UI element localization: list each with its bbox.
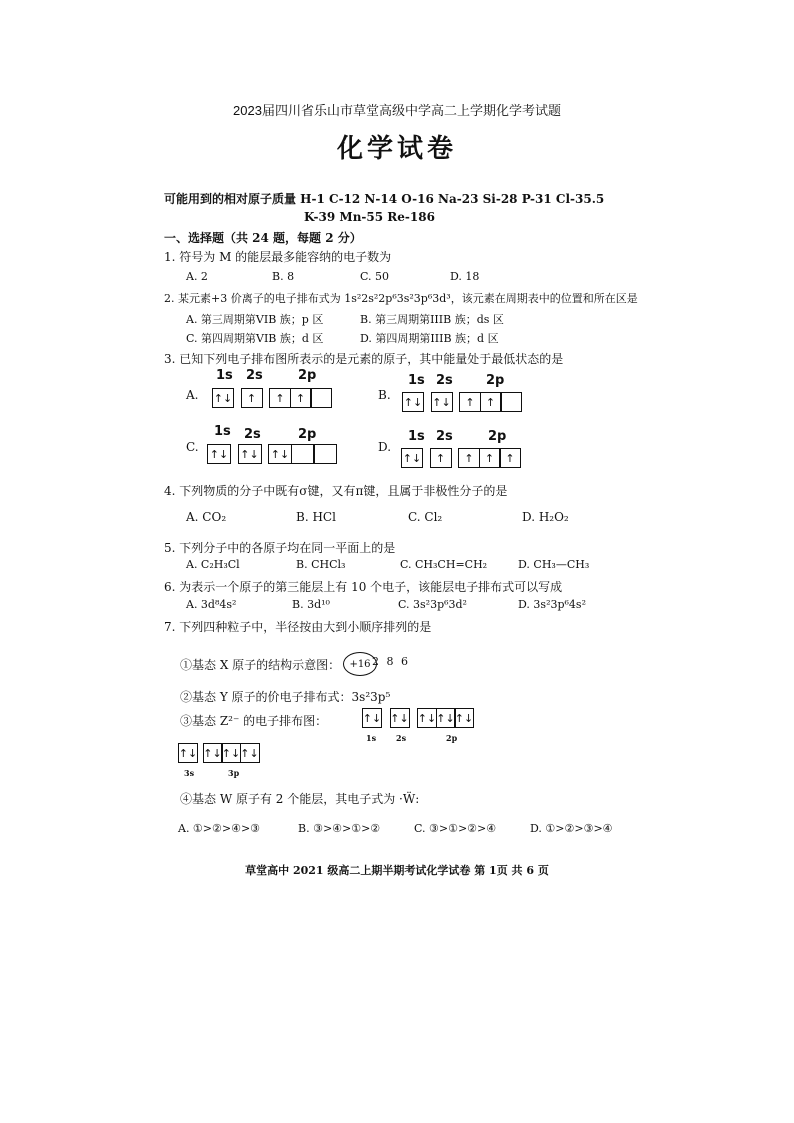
q3d-orbital-diagram <box>401 448 520 468</box>
q3a-2s-label: 2s <box>246 368 263 383</box>
q3c-2p-label: 2p <box>298 427 317 442</box>
question-5-stem: 5. 下列分子中的各原子均在同一平面上的是 <box>164 541 396 555</box>
orbital-box: ↑ <box>269 388 291 408</box>
q6-option-b: B. 3d¹⁰ <box>292 598 330 611</box>
q6-option-c: C. 3s²3p⁶3d² <box>398 598 467 611</box>
q2-option-b: B. 第三周期第IIIB 族；ds 区 <box>360 313 504 326</box>
q7-item-2: ②基态 Y 原子的价电子排布式：3s²3p⁵ <box>180 690 391 704</box>
orbital-box: ↑↓ <box>207 444 231 464</box>
x-atom-shells: 2 8 6 <box>372 655 410 668</box>
orbital-box <box>291 444 315 464</box>
q4-option-b: B. HCl <box>296 510 336 524</box>
orbital-box: ↑↓ <box>417 708 437 728</box>
q1-option-b: B. 8 <box>272 270 295 283</box>
q3c-1s-label: 1s <box>214 424 231 439</box>
orbital-box: ↑↓ <box>240 743 260 763</box>
orbital-box: ↑ <box>479 448 501 468</box>
atomic-mass-line-1: 可能用到的相对原子质量 H-1 C-12 N-14 O-16 Na-23 Si-28 P-31 Cl-35.5 <box>164 192 605 206</box>
q3d-1s-label: 1s <box>408 429 425 444</box>
q5-option-c: C. CH₃CH=CH₂ <box>400 558 488 571</box>
q3a-orbital-diagram <box>212 388 331 408</box>
question-7-stem: 7. 下列四种粒子中，半径按由大到小顺序排列的是 <box>164 620 432 634</box>
question-2-stem: 2. 某元素+3 价离子的电子排布式为 1s²2s²2p⁶3s²3p⁶3d³，该元素在周期表中的位置和所在区是 <box>164 292 638 305</box>
page-title: 化学试卷 <box>336 134 457 164</box>
orbital-box: ↑ <box>241 388 263 408</box>
z-ion-orbital-row-2 <box>178 743 258 763</box>
z-ion-orbital-row-1 <box>362 708 473 728</box>
q5-option-a: A. C₂H₃Cl <box>186 558 240 571</box>
orbital-box: ↑↓ <box>401 448 423 468</box>
q5-option-d: D. CH₃—CH₃ <box>518 558 590 571</box>
orbital-box: ↑↓ <box>390 708 410 728</box>
q4-option-c: C. Cl₂ <box>408 510 443 524</box>
orbital-box <box>313 444 337 464</box>
q3a-2p-label: 2p <box>298 368 317 383</box>
orbital-box: ↑ <box>499 448 521 468</box>
q1-option-a: A. 2 <box>186 270 208 283</box>
section-heading: 一、选择题（共 24 题，每题 2 分） <box>164 231 362 245</box>
q3-option-c: C. <box>186 440 199 454</box>
q3-option-b: B. <box>378 388 391 402</box>
orbital-box: ↑↓ <box>178 743 198 763</box>
orbital-box: ↑↓ <box>212 388 234 408</box>
q3-option-a: A. <box>186 388 199 402</box>
orbital-box: ↑↓ <box>268 444 292 464</box>
orbital-box: ↑↓ <box>221 743 241 763</box>
q7-item-4: ④基态 W 原子有 2 个能层，其电子式为 ·Ẅ: <box>180 792 420 806</box>
q3c-orbital-diagram <box>207 444 336 464</box>
orbital-box: ↑↓ <box>362 708 382 728</box>
q7-item-1: ①基态 X 原子的结构示意图： <box>180 658 341 672</box>
q7-option-a: A. ①>②>④>③ <box>178 822 261 835</box>
q4-option-d: D. H₂O₂ <box>522 510 569 524</box>
orbital-box: ↑↓ <box>402 392 424 412</box>
q7-option-c: C. ③>①>②>④ <box>414 822 497 835</box>
q3b-1s-label: 1s <box>408 373 425 388</box>
z-2p-label: 2p <box>446 733 458 743</box>
q3b-2s-label: 2s <box>436 373 453 388</box>
q1-option-c: C. 50 <box>360 270 390 283</box>
q7-option-b: B. ③>④>①>② <box>298 822 381 835</box>
orbital-box: ↑↓ <box>203 743 223 763</box>
q4-option-a: A. CO₂ <box>186 510 227 524</box>
orbital-box: ↑ <box>290 388 312 408</box>
orbital-box <box>500 392 522 412</box>
q5-option-b: B. CHCl₃ <box>296 558 346 571</box>
orbital-box: ↑↓ <box>436 708 456 728</box>
q7-option-d: D. ①>②>③>④ <box>530 822 613 835</box>
q1-option-d: D. 18 <box>450 270 480 283</box>
q3d-2s-label: 2s <box>436 429 453 444</box>
orbital-box <box>310 388 332 408</box>
q3b-orbital-diagram <box>402 392 521 412</box>
q2-option-c: C. 第四周期第VIB 族；d 区 <box>186 332 324 345</box>
orbital-box: ↑↓ <box>431 392 453 412</box>
q3b-2p-label: 2p <box>486 373 505 388</box>
q3d-2p-label: 2p <box>488 429 507 444</box>
orbital-box: ↑ <box>459 392 481 412</box>
q6-option-a: A. 3d⁸4s² <box>186 598 237 611</box>
question-1-stem: 1. 符号为 M 的能层最多能容纳的电子数为 <box>164 250 392 264</box>
orbital-box: ↑↓ <box>238 444 262 464</box>
q6-option-d: D. 3s²3p⁶4s² <box>518 598 586 611</box>
question-6-stem: 6. 为表示一个原子的第三能层上有 10 个电子，该能层电子排布式可以写成 <box>164 580 563 594</box>
page-footer: 草堂高中 2021 级高二上期半期考试化学试卷 第 1页 共 6 页 <box>245 864 549 877</box>
q3c-2s-label: 2s <box>244 427 261 442</box>
question-4-stem: 4. 下列物质的分子中既有σ键，又有π键，且属于非极性分子的是 <box>164 484 508 498</box>
q2-option-d: D. 第四周期第IIIB 族；d 区 <box>360 332 499 345</box>
z-3p-label: 3p <box>228 768 240 778</box>
question-3-stem: 3. 已知下列电子排布图所表示的是元素的原子，其中能量处于最低状态的是 <box>164 352 564 366</box>
atomic-mass-line-2: K-39 Mn-55 Re-186 <box>304 210 435 224</box>
exam-source-line: 2023届四川省乐山市草堂高级中学高二上学期化学考试题 <box>233 103 561 118</box>
q3-option-d: D. <box>378 440 392 454</box>
z-2s-label: 2s <box>396 733 407 743</box>
q7-item-3: ③基态 Z²⁻ 的电子排布图： <box>180 714 328 728</box>
x-atom-nucleus: +16 <box>343 652 377 676</box>
z-3s-label: 3s <box>184 768 195 778</box>
orbital-box: ↑↓ <box>454 708 474 728</box>
orbital-box: ↑ <box>430 448 452 468</box>
orbital-box: ↑ <box>458 448 480 468</box>
q2-option-a: A. 第三周期第VIB 族；p 区 <box>186 313 324 326</box>
z-1s-label: 1s <box>366 733 377 743</box>
orbital-box: ↑ <box>480 392 502 412</box>
q3a-1s-label: 1s <box>216 368 233 383</box>
